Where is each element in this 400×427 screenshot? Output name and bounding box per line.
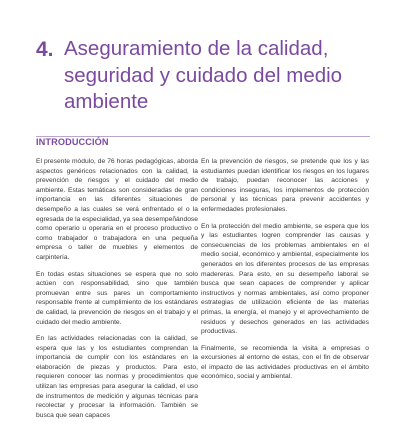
- chapter-title: Aseguramiento de la calidad, seguridad y cuidado del medio ambiente: [64, 37, 343, 113]
- paragraph: En la prevención de riesgos, se pretende que los y las estudiantes puedan identificar los riesgos en los lugares de trabajo, puedan reconocer las acciones y condiciones inseguras, los implementos de protección personal y las técnicas para prevenir accidentes y enfermedades profesionales.: [201, 158, 369, 213]
- chapter-number: 4.: [36, 38, 54, 61]
- left-column: [36, 157, 198, 427]
- section-heading: INTRODUCCIÓN: [36, 137, 109, 147]
- paragraph: El presente módulo, de 76 horas pedagógicas, aborda aspectos genéricos relacionados con la calidad, la prevención de riesgos y el cuidado del medio ambiente. Estas temáticas son consideradas de gran importancia en las diferentes situaciones de desempeño a las cuales se verá enfrentado el o la egresada de la especialidad, ya sea desempeñándose como operario u operaria en el proceso productivo o como trabajador o trabajadora en una pequeña empresa o taller de muebles y elementos de carpintería.: [36, 158, 198, 261]
- paragraph: En la protección del medio ambiente, se espera que los y las estudiantes logren comprender las causas y consecuencias de los problemas ambientales en el medio social, económico y ambiental, especialmente los generados en los diferentes procesos de las empresas madereras. Para esto, en su desempeño laboral se busca que sean capaces de comprender y aplicar instructivos y normas ambientales, así como proponer estrategias de utilización eficiente de las materias primas, la energía, el manejo y el aprovechamiento de residuos y desechos generados en las actividades productivas.: [201, 222, 369, 336]
- paragraph: En las actividades relacionadas con la calidad, se espera que las y los estudiantes comprendan la importancia de cumplir con los estándares en la elaboración de piezas y productos. Para esto, requieren conocer las normas y procedimientos que utilizan las empresas para asegurar la calidad, el uso de instrumentos de medición y algunas técnicas para recolectar y procesar la información. También se busca que sean capaces: [36, 335, 198, 419]
- right-column: [201, 157, 369, 389]
- paragraph: En todas estas situaciones se espera que no solo actúen con responsabilidad, sino que también promuevan entre sus pares un comportamiento responsable frente al cumplimiento de los estándares de calidad, la prevención de riesgos en el trabajo y el cuidado del medio ambiente.: [36, 270, 198, 326]
- paragraph: Finalmente, se recomienda la visita a empresas o excursiones al entorno de estas, con el fin de observar el impacto de las actividades productivas en el ámbito económico, social y ambiental.: [201, 344, 369, 381]
